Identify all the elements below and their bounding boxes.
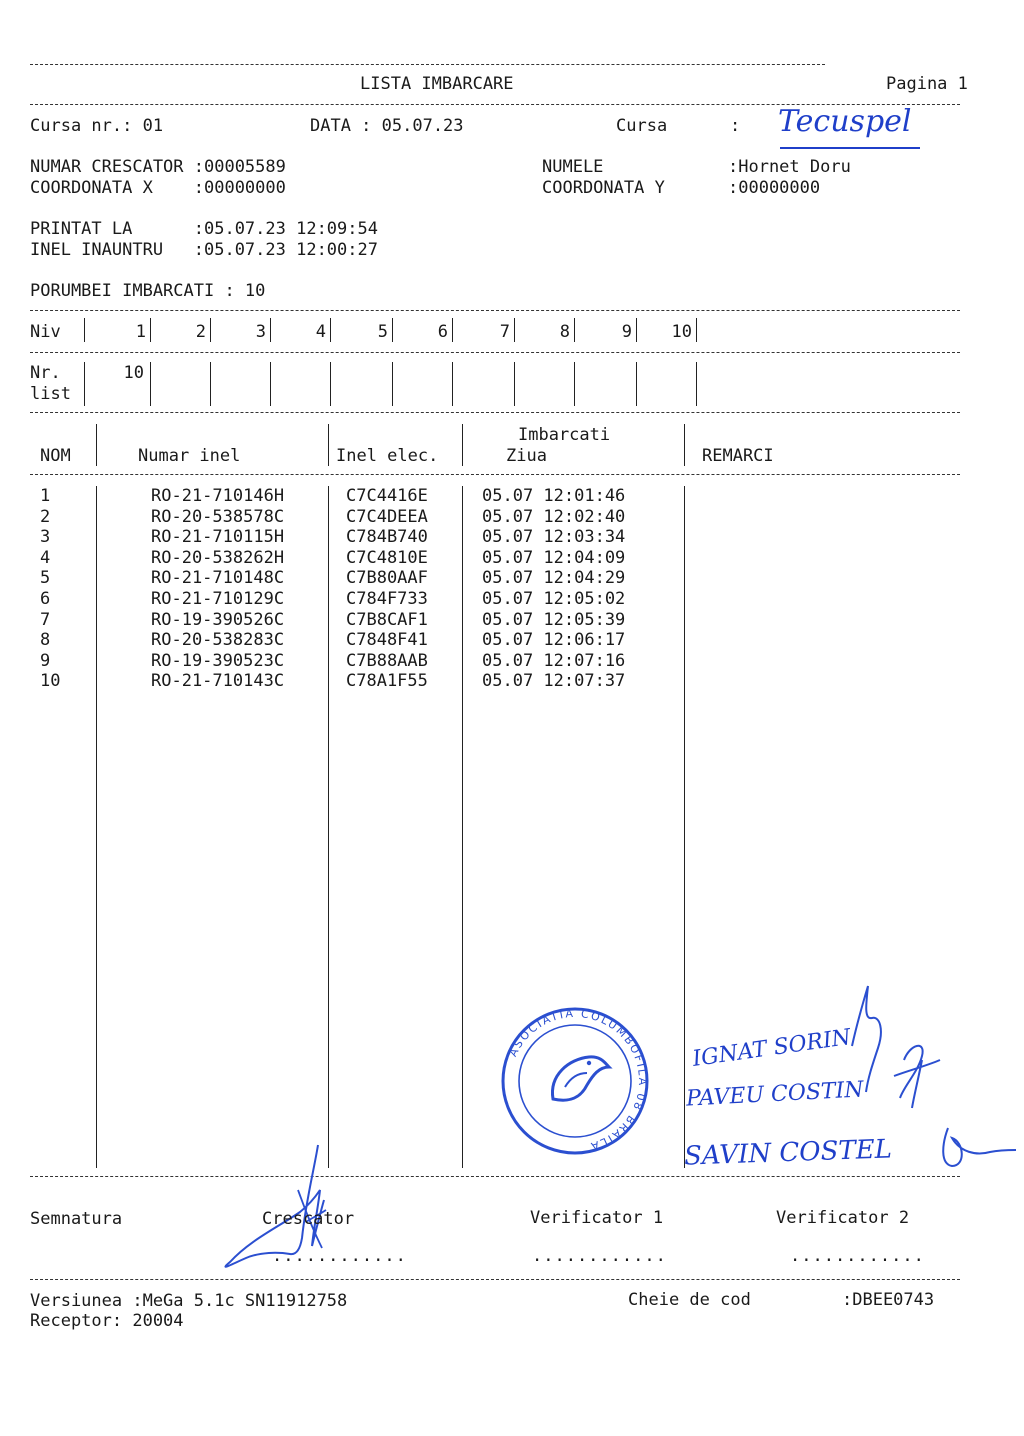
row-electronic-ring: C7B80AAF xyxy=(346,568,428,589)
row-ring-number: RO-21-710146H xyxy=(151,486,285,506)
row-nom: 4 xyxy=(40,547,51,568)
receptor: Receptor: 20004 xyxy=(30,1311,184,1331)
ring-inside: INEL INAUNTRU :05.07.23 12:00:27 xyxy=(30,240,378,260)
verifier-signature-1 xyxy=(852,986,881,1092)
nrlist-label-line1: Nr. xyxy=(30,363,61,383)
pigeons-boarded: PORUMBEI IMBARCATI : 10 xyxy=(30,281,266,301)
row-ring-number: RO-21-710129C xyxy=(151,589,285,609)
header-ziua: Ziua xyxy=(506,446,547,466)
coordinate-x: COORDONATA X :00000000 xyxy=(30,178,286,198)
niv-level-1: 1 xyxy=(135,322,146,342)
label-verificator-2: Verificator 2 xyxy=(776,1208,910,1228)
row-nom: 3 xyxy=(40,527,51,548)
breeder-name-label: NUMELE xyxy=(542,157,604,177)
row-boarding-time: 05.07 12:04:29 xyxy=(482,568,626,589)
row-electronic-ring: C7848F41 xyxy=(346,630,428,651)
nrlist-label-line2: list xyxy=(30,384,71,404)
label-crescator: Crescator xyxy=(262,1209,355,1229)
niv-level-2: 2 xyxy=(195,322,206,342)
niv-level-5: 5 xyxy=(377,322,388,342)
row-nom: 5 xyxy=(40,568,51,589)
row-nom: 7 xyxy=(40,609,51,630)
row-electronic-ring: C7C4DEEA xyxy=(346,506,428,527)
coordinate-y-label: COORDONATA Y xyxy=(542,178,665,198)
coordinate-y-value: :00000000 xyxy=(728,178,821,198)
code-key-value: :DBEE0743 xyxy=(842,1290,935,1310)
handwritten-name-2: PAVEU COSTIN xyxy=(685,1077,865,1112)
code-key-label: Cheie de cod xyxy=(628,1290,751,1310)
row-electronic-ring: C784F733 xyxy=(346,589,428,609)
stamp-text: ASOCIATIA COLUMBOFILA 08 BRAILA xyxy=(506,1006,650,1154)
page-number: Pagina 1 xyxy=(886,74,968,94)
niv-level-8: 8 xyxy=(559,322,570,342)
row-ring-number: RO-19-390526C xyxy=(151,609,285,630)
row-boarding-time: 05.07 12:04:09 xyxy=(482,547,626,568)
row-boarding-time: 05.07 12:05:02 xyxy=(482,589,626,609)
verificator-2-signature-line: ............ xyxy=(790,1246,925,1266)
row-boarding-time: 05.07 12:02:40 xyxy=(482,506,626,527)
niv-level-3: 3 xyxy=(255,322,266,342)
row-ring-number: RO-19-390523C xyxy=(151,650,285,671)
svg-text:ASOCIATIA COLUMBOFILA 08 BRAIL xyxy=(506,1007,649,1153)
header-remarci: REMARCI xyxy=(702,446,774,466)
verifier-signature-2 xyxy=(894,1046,940,1108)
header-inel-elec: Inel elec. xyxy=(336,446,439,466)
niv-level-7: 7 xyxy=(499,322,510,342)
association-stamp xyxy=(503,1007,649,1153)
row-nom: 1 xyxy=(40,486,51,506)
header-imbarcati: Imbarcati xyxy=(518,425,611,445)
header-numar-inel: Numar inel xyxy=(138,446,241,466)
row-ring-number: RO-20-538283C xyxy=(151,630,285,651)
row-boarding-time: 05.07 12:07:16 xyxy=(482,650,626,671)
handwritten-name-3: SAVIN COSTEL xyxy=(683,1134,893,1172)
verificator-1-signature-line: ............ xyxy=(532,1246,667,1266)
document-title: LISTA IMBARCARE xyxy=(360,74,514,94)
breeder-name-value: :Hornet Doru xyxy=(728,157,851,177)
breeder-number: NUMAR CRESCATOR :00005589 xyxy=(30,157,286,177)
crescator-signature-line: ............ xyxy=(272,1246,407,1266)
race-date: DATA : 05.07.23 xyxy=(310,116,464,136)
niv-level-9: 9 xyxy=(621,322,632,342)
verifier-signature-3 xyxy=(943,1128,1016,1166)
row-nom: 8 xyxy=(40,630,51,651)
race-number: Cursa nr.: 01 xyxy=(30,116,164,136)
row-electronic-ring: C7C4416E xyxy=(346,486,428,506)
row-nom: 6 xyxy=(40,589,51,609)
row-ring-number: RO-21-710148C xyxy=(151,568,285,589)
label-verificator-1: Verificator 1 xyxy=(530,1208,664,1228)
header-nom: NOM xyxy=(40,446,71,466)
cursa-colon: : xyxy=(730,116,741,136)
row-boarding-time: 05.07 12:05:39 xyxy=(482,609,626,630)
row-electronic-ring: C78A1F55 xyxy=(346,671,428,692)
cursa-handwritten-value: Tecuspel xyxy=(778,104,912,139)
row-electronic-ring: C7B8CAF1 xyxy=(346,609,428,630)
handwritten-name-1: IGNAT SORIN xyxy=(691,1025,853,1072)
niv-label: Niv xyxy=(30,322,61,342)
row-boarding-time: 05.07 12:06:17 xyxy=(482,630,626,651)
cursa-label: Cursa xyxy=(616,116,668,136)
row-boarding-time: 05.07 12:03:34 xyxy=(482,527,626,548)
row-nom: 9 xyxy=(40,650,51,671)
row-nom: 10 xyxy=(40,671,61,692)
printed-at: PRINTAT LA :05.07.23 12:09:54 xyxy=(30,219,378,239)
row-ring-number: RO-20-538578C xyxy=(151,506,285,527)
row-ring-number: RO-21-710143C xyxy=(151,671,285,692)
row-ring-number: RO-21-710115H xyxy=(151,527,285,548)
row-boarding-time: 05.07 12:01:46 xyxy=(482,486,626,506)
row-electronic-ring: C784B740 xyxy=(346,527,428,548)
software-version: Versiunea :MeGa 5.1c SN11912758 xyxy=(30,1291,348,1311)
row-electronic-ring: C7B88AAB xyxy=(346,650,428,671)
row-electronic-ring: C7C4810E xyxy=(346,547,428,568)
row-nom: 2 xyxy=(40,506,51,527)
label-semnatura: Semnatura xyxy=(30,1209,123,1229)
niv-level-6: 6 xyxy=(437,322,448,342)
nrlist-value-1: 10 xyxy=(123,363,144,383)
niv-level-10: 10 xyxy=(671,322,692,342)
row-boarding-time: 05.07 12:07:37 xyxy=(482,671,626,692)
row-ring-number: RO-20-538262H xyxy=(151,547,285,568)
niv-level-4: 4 xyxy=(315,322,326,342)
